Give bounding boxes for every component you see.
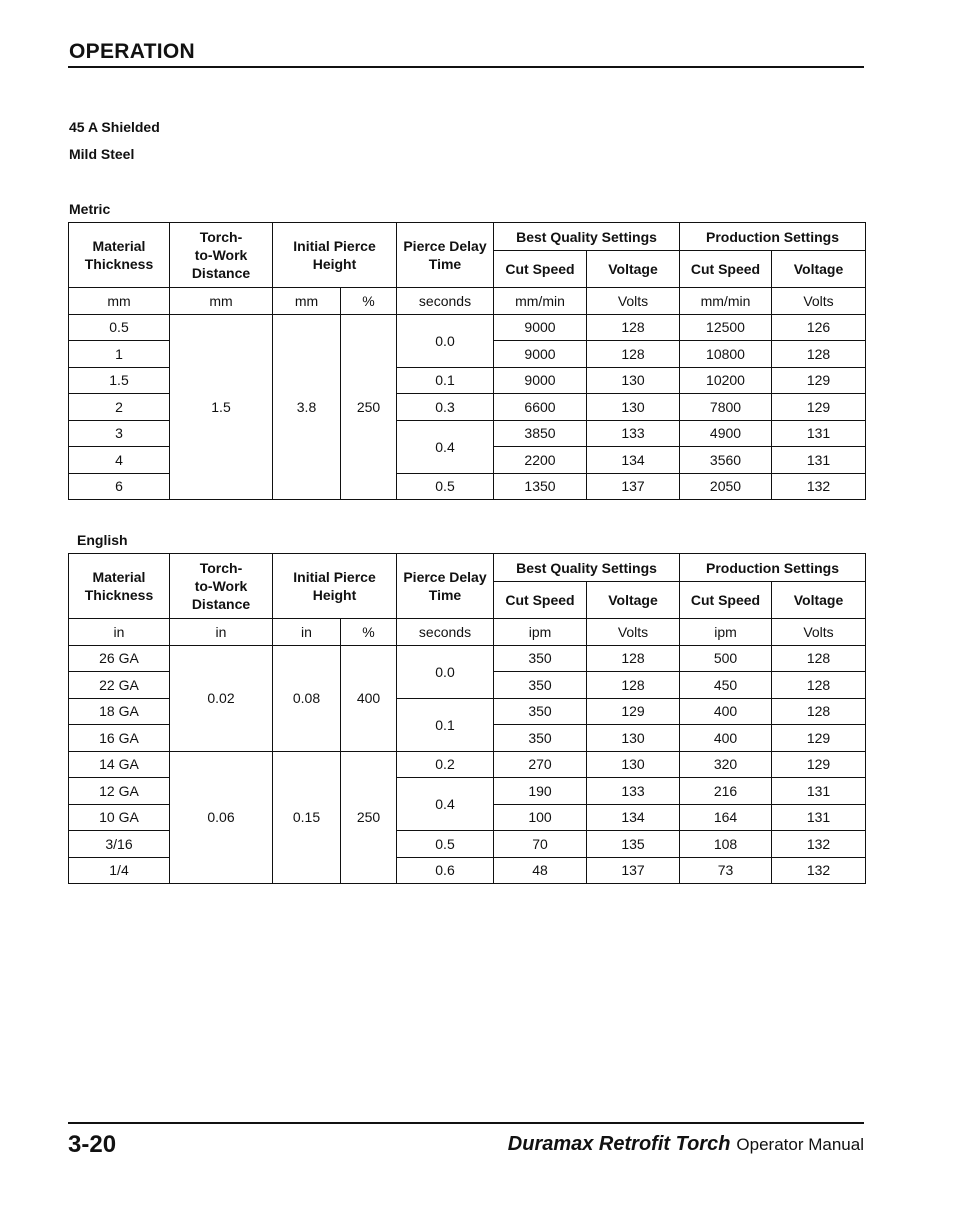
unit-cell: mm [170, 288, 273, 315]
voltage-cell: 128 [772, 698, 866, 725]
voltage-cell: 129 [772, 751, 866, 778]
torch-distance-cell: 0.02 [170, 645, 273, 751]
header-production: Production Settings [680, 554, 866, 582]
unit-cell: Volts [587, 619, 680, 646]
thickness-cell: 4 [69, 447, 170, 474]
unit-cell: mm [69, 288, 170, 315]
thickness-cell: 1.5 [69, 367, 170, 394]
voltage-cell: 128 [587, 314, 680, 341]
cut-speed-cell: 70 [494, 831, 587, 858]
header-initial-pierce-height: Initial Pierce Height [273, 554, 397, 619]
pierce-delay-cell: 0.6 [397, 857, 494, 884]
cut-speed-cell: 7800 [680, 394, 772, 421]
header-voltage: Voltage [587, 251, 680, 288]
cut-speed-cell: 350 [494, 672, 587, 699]
pierce-delay-cell: 0.1 [397, 698, 494, 751]
footer-title [508, 1133, 864, 1156]
subtitle-material: Mild Steel [69, 146, 135, 162]
unit-cell: in [273, 619, 341, 646]
voltage-cell: 131 [772, 420, 866, 447]
cut-speed-cell: 270 [494, 751, 587, 778]
units-row [69, 619, 866, 646]
thickness-cell: 10 GA [69, 804, 170, 831]
unit-cell: Volts [772, 288, 866, 315]
header-rule [68, 66, 864, 68]
pierce-height-pct-cell: 250 [341, 751, 397, 884]
header-voltage: Voltage [772, 582, 866, 619]
thickness-cell: 6 [69, 473, 170, 500]
unit-cell: mm/min [680, 288, 772, 315]
cut-speed-cell: 350 [494, 698, 587, 725]
voltage-cell: 137 [587, 473, 680, 500]
footer-rule [68, 1122, 864, 1124]
header-cut-speed: Cut Speed [680, 251, 772, 288]
table-row [69, 751, 866, 778]
cut-speed-cell: 350 [494, 725, 587, 752]
cut-speed-cell: 400 [680, 698, 772, 725]
header-pierce-delay: Pierce Delay Time [397, 223, 494, 288]
cut-speed-cell: 1350 [494, 473, 587, 500]
pierce-delay-cell: 0.5 [397, 831, 494, 858]
pierce-height-cell: 0.15 [273, 751, 341, 884]
voltage-cell: 130 [587, 394, 680, 421]
unit-cell: in [170, 619, 273, 646]
cut-speed-cell: 450 [680, 672, 772, 699]
metric-table [68, 222, 866, 500]
voltage-cell: 132 [772, 857, 866, 884]
table-row [69, 314, 866, 341]
voltage-cell: 129 [772, 394, 866, 421]
voltage-cell: 131 [772, 447, 866, 474]
pierce-delay-cell: 0.5 [397, 473, 494, 500]
cut-speed-cell: 190 [494, 778, 587, 805]
cut-speed-cell: 6600 [494, 394, 587, 421]
unit-cell: ipm [494, 619, 587, 646]
header-torch-to-work: Torch- to-Work Distance [170, 554, 273, 619]
voltage-cell: 129 [772, 725, 866, 752]
pierce-delay-cell: 0.4 [397, 420, 494, 473]
cut-speed-cell: 3560 [680, 447, 772, 474]
thickness-cell: 26 GA [69, 645, 170, 672]
cut-speed-cell: 10200 [680, 367, 772, 394]
voltage-cell: 133 [587, 420, 680, 447]
pierce-height-pct-cell: 400 [341, 645, 397, 751]
cut-speed-cell: 216 [680, 778, 772, 805]
header-best-quality: Best Quality Settings [494, 554, 680, 582]
unit-cell: mm/min [494, 288, 587, 315]
unit-cell: seconds [397, 619, 494, 646]
voltage-cell: 129 [772, 367, 866, 394]
header-cut-speed: Cut Speed [494, 251, 587, 288]
voltage-cell: 131 [772, 804, 866, 831]
header-torch-to-work: Torch- to-Work Distance [170, 223, 273, 288]
thickness-cell: 2 [69, 394, 170, 421]
header-cut-speed: Cut Speed [494, 582, 587, 619]
document-type: Operator Manual [736, 1135, 864, 1154]
thickness-cell: 0.5 [69, 314, 170, 341]
subtitle-current: 45 A Shielded [69, 119, 160, 135]
header-initial-pierce-height: Initial Pierce Height [273, 223, 397, 288]
thickness-cell: 1 [69, 341, 170, 368]
pierce-delay-cell: 0.0 [397, 314, 494, 367]
pierce-height-pct-cell: 250 [341, 314, 397, 500]
cut-speed-cell: 400 [680, 725, 772, 752]
cut-speed-cell: 500 [680, 645, 772, 672]
voltage-cell: 128 [587, 672, 680, 699]
voltage-cell: 134 [587, 447, 680, 474]
table-row [69, 645, 866, 672]
voltage-cell: 132 [772, 831, 866, 858]
units-row [69, 288, 866, 315]
thickness-cell: 14 GA [69, 751, 170, 778]
cut-speed-cell: 10800 [680, 341, 772, 368]
pierce-delay-cell: 0.2 [397, 751, 494, 778]
cut-speed-cell: 48 [494, 857, 587, 884]
thickness-cell: 22 GA [69, 672, 170, 699]
thickness-cell: 3 [69, 420, 170, 447]
header-cut-speed: Cut Speed [680, 582, 772, 619]
cut-speed-cell: 350 [494, 645, 587, 672]
voltage-cell: 135 [587, 831, 680, 858]
cut-speed-cell: 9000 [494, 341, 587, 368]
voltage-cell: 131 [772, 778, 866, 805]
cut-speed-cell: 2050 [680, 473, 772, 500]
cut-speed-cell: 9000 [494, 314, 587, 341]
voltage-cell: 128 [772, 341, 866, 368]
header-voltage: Voltage [772, 251, 866, 288]
cut-speed-cell: 12500 [680, 314, 772, 341]
unit-cell: ipm [680, 619, 772, 646]
metric-label: Metric [69, 201, 111, 217]
header-material-thickness: Material Thickness [69, 223, 170, 288]
voltage-cell: 134 [587, 804, 680, 831]
cut-speed-cell: 3850 [494, 420, 587, 447]
product-name: Duramax Retrofit Torch [507, 1133, 731, 1155]
cut-speed-cell: 73 [680, 857, 772, 884]
voltage-cell: 130 [587, 725, 680, 752]
voltage-cell: 133 [587, 778, 680, 805]
header-best-quality: Best Quality Settings [494, 223, 680, 251]
cut-speed-cell: 4900 [680, 420, 772, 447]
pierce-height-cell: 3.8 [273, 314, 341, 500]
voltage-cell: 126 [772, 314, 866, 341]
thickness-cell: 3/16 [69, 831, 170, 858]
voltage-cell: 128 [587, 341, 680, 368]
header-production: Production Settings [680, 223, 866, 251]
cut-speed-cell: 320 [680, 751, 772, 778]
voltage-cell: 128 [772, 645, 866, 672]
torch-distance-cell: 1.5 [170, 314, 273, 500]
cut-speed-cell: 100 [494, 804, 587, 831]
header-pierce-delay: Pierce Delay Time [397, 554, 494, 619]
unit-cell: Volts [772, 619, 866, 646]
thickness-cell: 1/4 [69, 857, 170, 884]
thickness-cell: 16 GA [69, 725, 170, 752]
thickness-cell: 12 GA [69, 778, 170, 805]
unit-cell: Volts [587, 288, 680, 315]
pierce-delay-cell: 0.1 [397, 367, 494, 394]
cut-speed-cell: 108 [680, 831, 772, 858]
header-voltage: Voltage [587, 582, 680, 619]
unit-cell: % [341, 619, 397, 646]
cut-speed-cell: 164 [680, 804, 772, 831]
voltage-cell: 130 [587, 751, 680, 778]
pierce-delay-cell: 0.3 [397, 394, 494, 421]
cut-speed-cell: 2200 [494, 447, 587, 474]
unit-cell: % [341, 288, 397, 315]
voltage-cell: 129 [587, 698, 680, 725]
pierce-delay-cell: 0.4 [397, 778, 494, 831]
thickness-cell: 18 GA [69, 698, 170, 725]
voltage-cell: 137 [587, 857, 680, 884]
pierce-delay-cell: 0.0 [397, 645, 494, 698]
voltage-cell: 128 [772, 672, 866, 699]
voltage-cell: 132 [772, 473, 866, 500]
section-title: OPERATION [69, 40, 195, 63]
voltage-cell: 130 [587, 367, 680, 394]
english-label: English [77, 532, 128, 548]
cut-speed-cell: 9000 [494, 367, 587, 394]
page-number: 3-20 [68, 1131, 117, 1158]
unit-cell: mm [273, 288, 341, 315]
pierce-height-cell: 0.08 [273, 645, 341, 751]
voltage-cell: 128 [587, 645, 680, 672]
torch-distance-cell: 0.06 [170, 751, 273, 884]
header-material-thickness: Material Thickness [69, 554, 170, 619]
unit-cell: seconds [397, 288, 494, 315]
english-table [68, 553, 866, 884]
unit-cell: in [69, 619, 170, 646]
